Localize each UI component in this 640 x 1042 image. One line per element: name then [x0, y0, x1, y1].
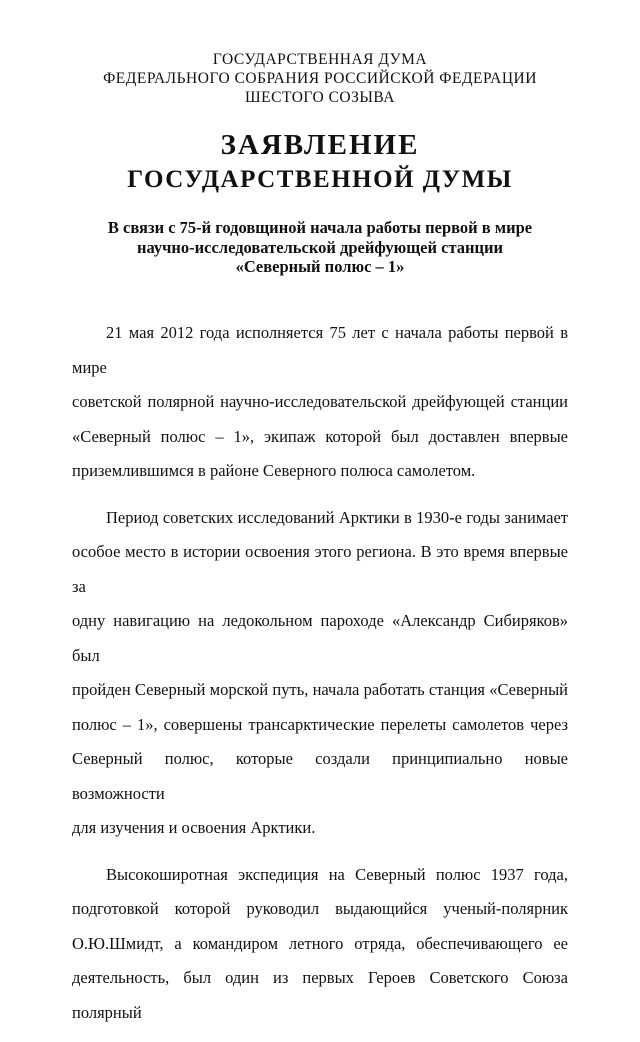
paragraph-2: [72, 501, 568, 846]
org-line-2: ФЕДЕРАЛЬНОГО СОБРАНИЯ РОССИЙСКОЙ ФЕДЕРАЦИИ: [103, 70, 537, 87]
paragraph-line: деятельность, был один из первых Героев Советского Союза полярный: [72, 968, 568, 1022]
paragraph-line: «Северный полюс – 1», экипаж которой был доставлен впервые: [72, 426, 568, 446]
paragraph-line: особое место в истории освоения этого региона. В это время впервые за: [72, 542, 568, 596]
document-subtitle: ГОСУДАРСТВЕННОЙ ДУМЫ: [127, 166, 513, 193]
paragraph-line: приземлившимся в районе Северного полюса самолетом.: [72, 461, 476, 480]
document-subject: [0, 218, 640, 277]
paragraph-line: для изучения и освоения Арктики.: [72, 818, 316, 837]
paragraph-line: Период советских исследований Арктики в 1930-е годы занимает: [106, 507, 568, 527]
paragraph-line: одну навигацию на ледокольном пароходе «Александр Сибиряков» был: [72, 611, 568, 665]
paragraph-line: Северный полюс, которые создали принципиально новые возможности: [72, 749, 568, 803]
paragraph-line: Высокоширотная экспедиция на Северный полюс 1937 года,: [106, 864, 568, 884]
subject-line-3: «Северный полюс – 1»: [235, 257, 405, 276]
document-header: [0, 50, 640, 195]
org-line-3: ШЕСТОГО СОЗЫВА: [245, 89, 395, 106]
org-line-1: ГОСУДАРСТВЕННАЯ ДУМА: [212, 51, 428, 68]
paragraph-line: подготовкой которой руководил выдающийся ученый-полярник: [72, 899, 568, 918]
paragraph-line: советской полярной научно-исследовательской дрейфующей станции: [72, 392, 568, 411]
paragraph-1: [72, 316, 568, 489]
paragraph-line: полюс – 1», совершены трансарктические перелеты самолетов через: [72, 714, 568, 734]
document-title: ЗАЯВЛЕНИЕ: [220, 129, 420, 161]
subject-line-1: В связи с 75-й годовщиной начала работы первой в мире: [107, 218, 533, 237]
paragraph-3: [72, 858, 568, 1031]
subject-line-2: научно-исследовательской дрейфующей станции: [136, 237, 504, 257]
paragraph-line: 21 мая 2012 года исполняется 75 лет с начала работы первой в мире: [72, 323, 568, 377]
paragraph-line: О.Ю.Шмидт, а командиром летного отряда, обеспечивающего ее: [72, 933, 568, 953]
document-body: [72, 316, 568, 1042]
paragraph-line: пройден Северный морской путь, начала работать станция «Северный: [72, 680, 568, 699]
